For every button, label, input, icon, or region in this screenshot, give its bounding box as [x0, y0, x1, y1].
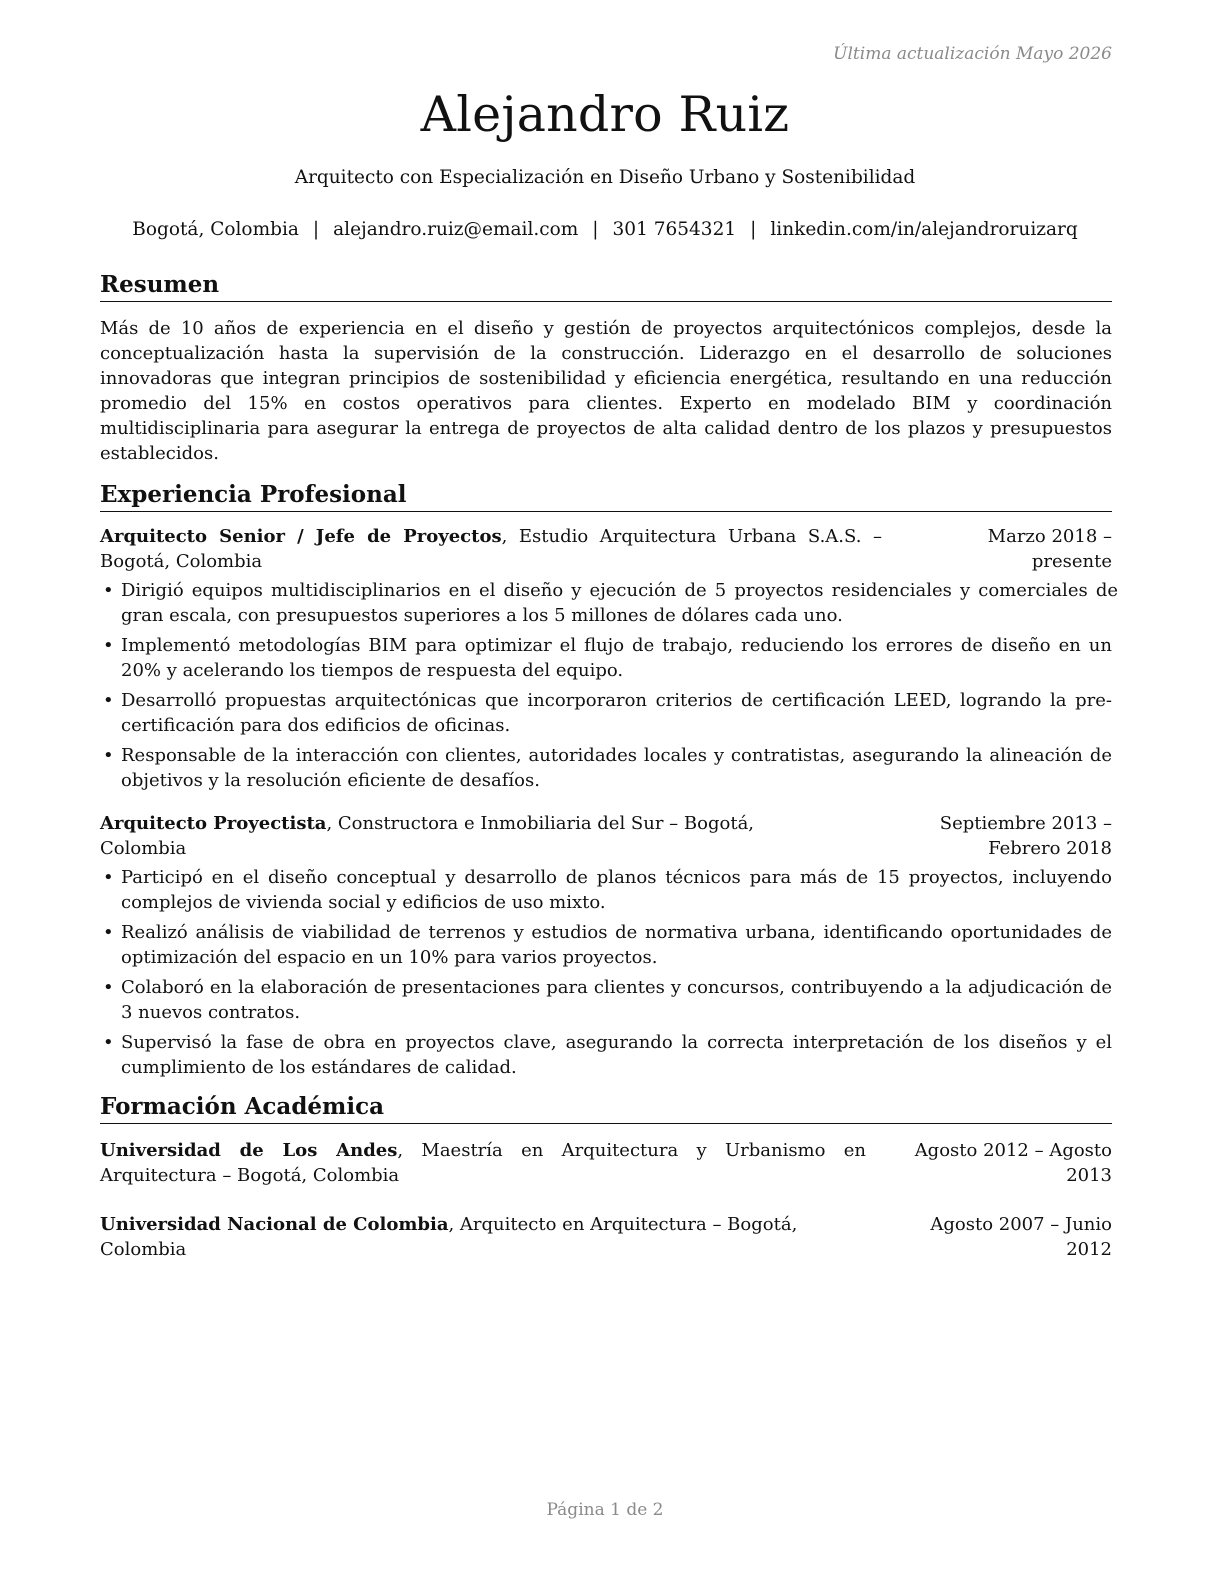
contact-phone[interactable]: 301 7654321 [612, 219, 737, 240]
bullet-icon: • [103, 1032, 114, 1053]
bullet-text: Dirigió equipos multidisciplinarios en el diseño y ejecución de 5 proyectos residenciales y comerciales de gran escala, con presupuestos superiores a los 5 millones de dólares cada uno. [121, 580, 1118, 626]
contact-separator: | [592, 219, 599, 240]
bullet-text: Supervisó la fase de obra en proyectos clave, asegurando la correcta interpretación de los diseños y el cumplimiento de los estándares de calidad. [121, 1032, 1112, 1078]
contact-line [0, 219, 1210, 240]
list-item [100, 920, 1112, 970]
page-number: Página 1 de 2 [546, 1500, 664, 1520]
last-updated: Última actualización Mayo 2026 [833, 44, 1112, 64]
education-entry [100, 1138, 1112, 1188]
job-bullets [100, 865, 1112, 1080]
summary-text: Más de 10 años de experiencia en el diseño y gestión de proyectos arquitectónicos complejos, desde la conceptualización hasta la supervisión de la construcción. Liderazgo en el desarrollo de soluciones innovadoras que integran principios de sostenibilidad y eficiencia energética, resultando en una reducción promedio del 15% en costos operativos para clientes. Experto en modelado BIM y coordinación multidisciplinaria para asegurar la entrega de proyectos de alta calidad dentro de los plazos y presupuestos establecidos. [100, 318, 1112, 464]
professional-title: Arquitecto con Especialización en Diseño Urbano y Sostenibilidad [294, 167, 916, 188]
bullet-text: Realizó análisis de viabilidad de terrenos y estudios de normativa urbana, identificando oportunidades de optimización del espacio en un 10% para varios proyectos. [121, 922, 1112, 968]
education-header [100, 1138, 1112, 1188]
bullet-icon: • [103, 977, 114, 998]
section-title-summary: Resumen [100, 270, 1112, 302]
education-dates: Agosto 2012 – Agosto 2013 [914, 1140, 1112, 1186]
bullet-text: Colaboró en la elaboración de presentaciones para clientes y concursos, contribuyendo a la adjudicación de 3 nuevos contratos. [121, 977, 1112, 1023]
education-degree: , Maestría en Arquitectura y Urbanismo en Arquitectura – Bogotá, Colombia [100, 1140, 867, 1186]
candidate-name: Alejandro Ruiz [420, 86, 790, 143]
section-title-experience: Experiencia Profesional [100, 480, 1112, 512]
job-organization: , Estudio Arquitectura Urbana S.A.S. – Bogotá, Colombia [100, 526, 882, 572]
bullet-text: Participó en el diseño conceptual y desarrollo de planos técnicos para más de 15 proyectos, incluyendo complejos de vivienda social y edificios de uso mixto. [121, 867, 1112, 913]
contact-location: Bogotá, Colombia [132, 219, 299, 240]
job-title-line [100, 811, 842, 861]
bullet-text: Responsable de la interacción con clientes, autoridades locales y contratistas, asegurando la alineación de objetivos y la resolución eficiente de desafíos. [121, 745, 1112, 791]
list-item [100, 865, 1112, 915]
job-dates: Septiembre 2013 – Febrero 2018 [939, 813, 1112, 859]
bullet-icon: • [103, 580, 114, 601]
education-entry [100, 1212, 1112, 1262]
job-entry [100, 524, 1118, 793]
job-header [100, 524, 1112, 574]
resume-body [100, 270, 1118, 1262]
list-item [100, 743, 1112, 793]
contact-linkedin[interactable]: linkedin.com/in/alejandroruizarq [770, 219, 1078, 240]
bullet-icon: • [103, 690, 114, 711]
bullet-icon: • [103, 922, 114, 943]
job-dates: Marzo 2018 – presente [987, 526, 1112, 572]
education-degree: , Arquitecto en Arquitectura – Bogotá, Colombia [100, 1214, 798, 1260]
list-item [100, 633, 1112, 683]
education-school: Universidad de Los Andes [100, 1140, 398, 1161]
contact-email[interactable]: alejandro.ruiz@email.com [333, 219, 579, 240]
bullet-text: Implementó metodologías BIM para optimizar el flujo de trabajo, reduciendo los errores de diseño en un 20% y acelerando los tiempos de respuesta del equipo. [121, 635, 1112, 681]
job-entry [100, 811, 1112, 1080]
list-item [100, 975, 1112, 1025]
job-bullets [100, 578, 1118, 793]
list-item [100, 578, 1118, 628]
job-role: Arquitecto Proyectista [100, 813, 327, 834]
education-dates: Agosto 2007 – Junio 2012 [930, 1214, 1112, 1260]
list-item [100, 1030, 1112, 1080]
bullet-icon: • [103, 867, 114, 888]
bullet-icon: • [103, 635, 114, 656]
contact-separator: | [312, 219, 320, 240]
contact-separator: | [750, 219, 757, 240]
education-header [100, 1212, 1112, 1262]
job-header [100, 811, 1112, 861]
education-line [100, 1138, 866, 1188]
education-school: Universidad Nacional de Colombia [100, 1214, 449, 1235]
bullet-text: Desarrolló propuestas arquitectónicas que incorporaron criterios de certificación LEED, logrando la pre-certificación para dos edificios de oficinas. [121, 690, 1112, 736]
section-title-education: Formación Académica [100, 1092, 1112, 1124]
bullet-icon: • [103, 745, 114, 766]
list-item [100, 688, 1112, 738]
job-organization: , Constructora e Inmobiliaria del Sur – Bogotá, Colombia [100, 813, 755, 859]
job-title-line [100, 524, 882, 574]
education-line [100, 1212, 852, 1262]
job-role: Arquitecto Senior / Jefe de Proyectos [100, 526, 502, 547]
